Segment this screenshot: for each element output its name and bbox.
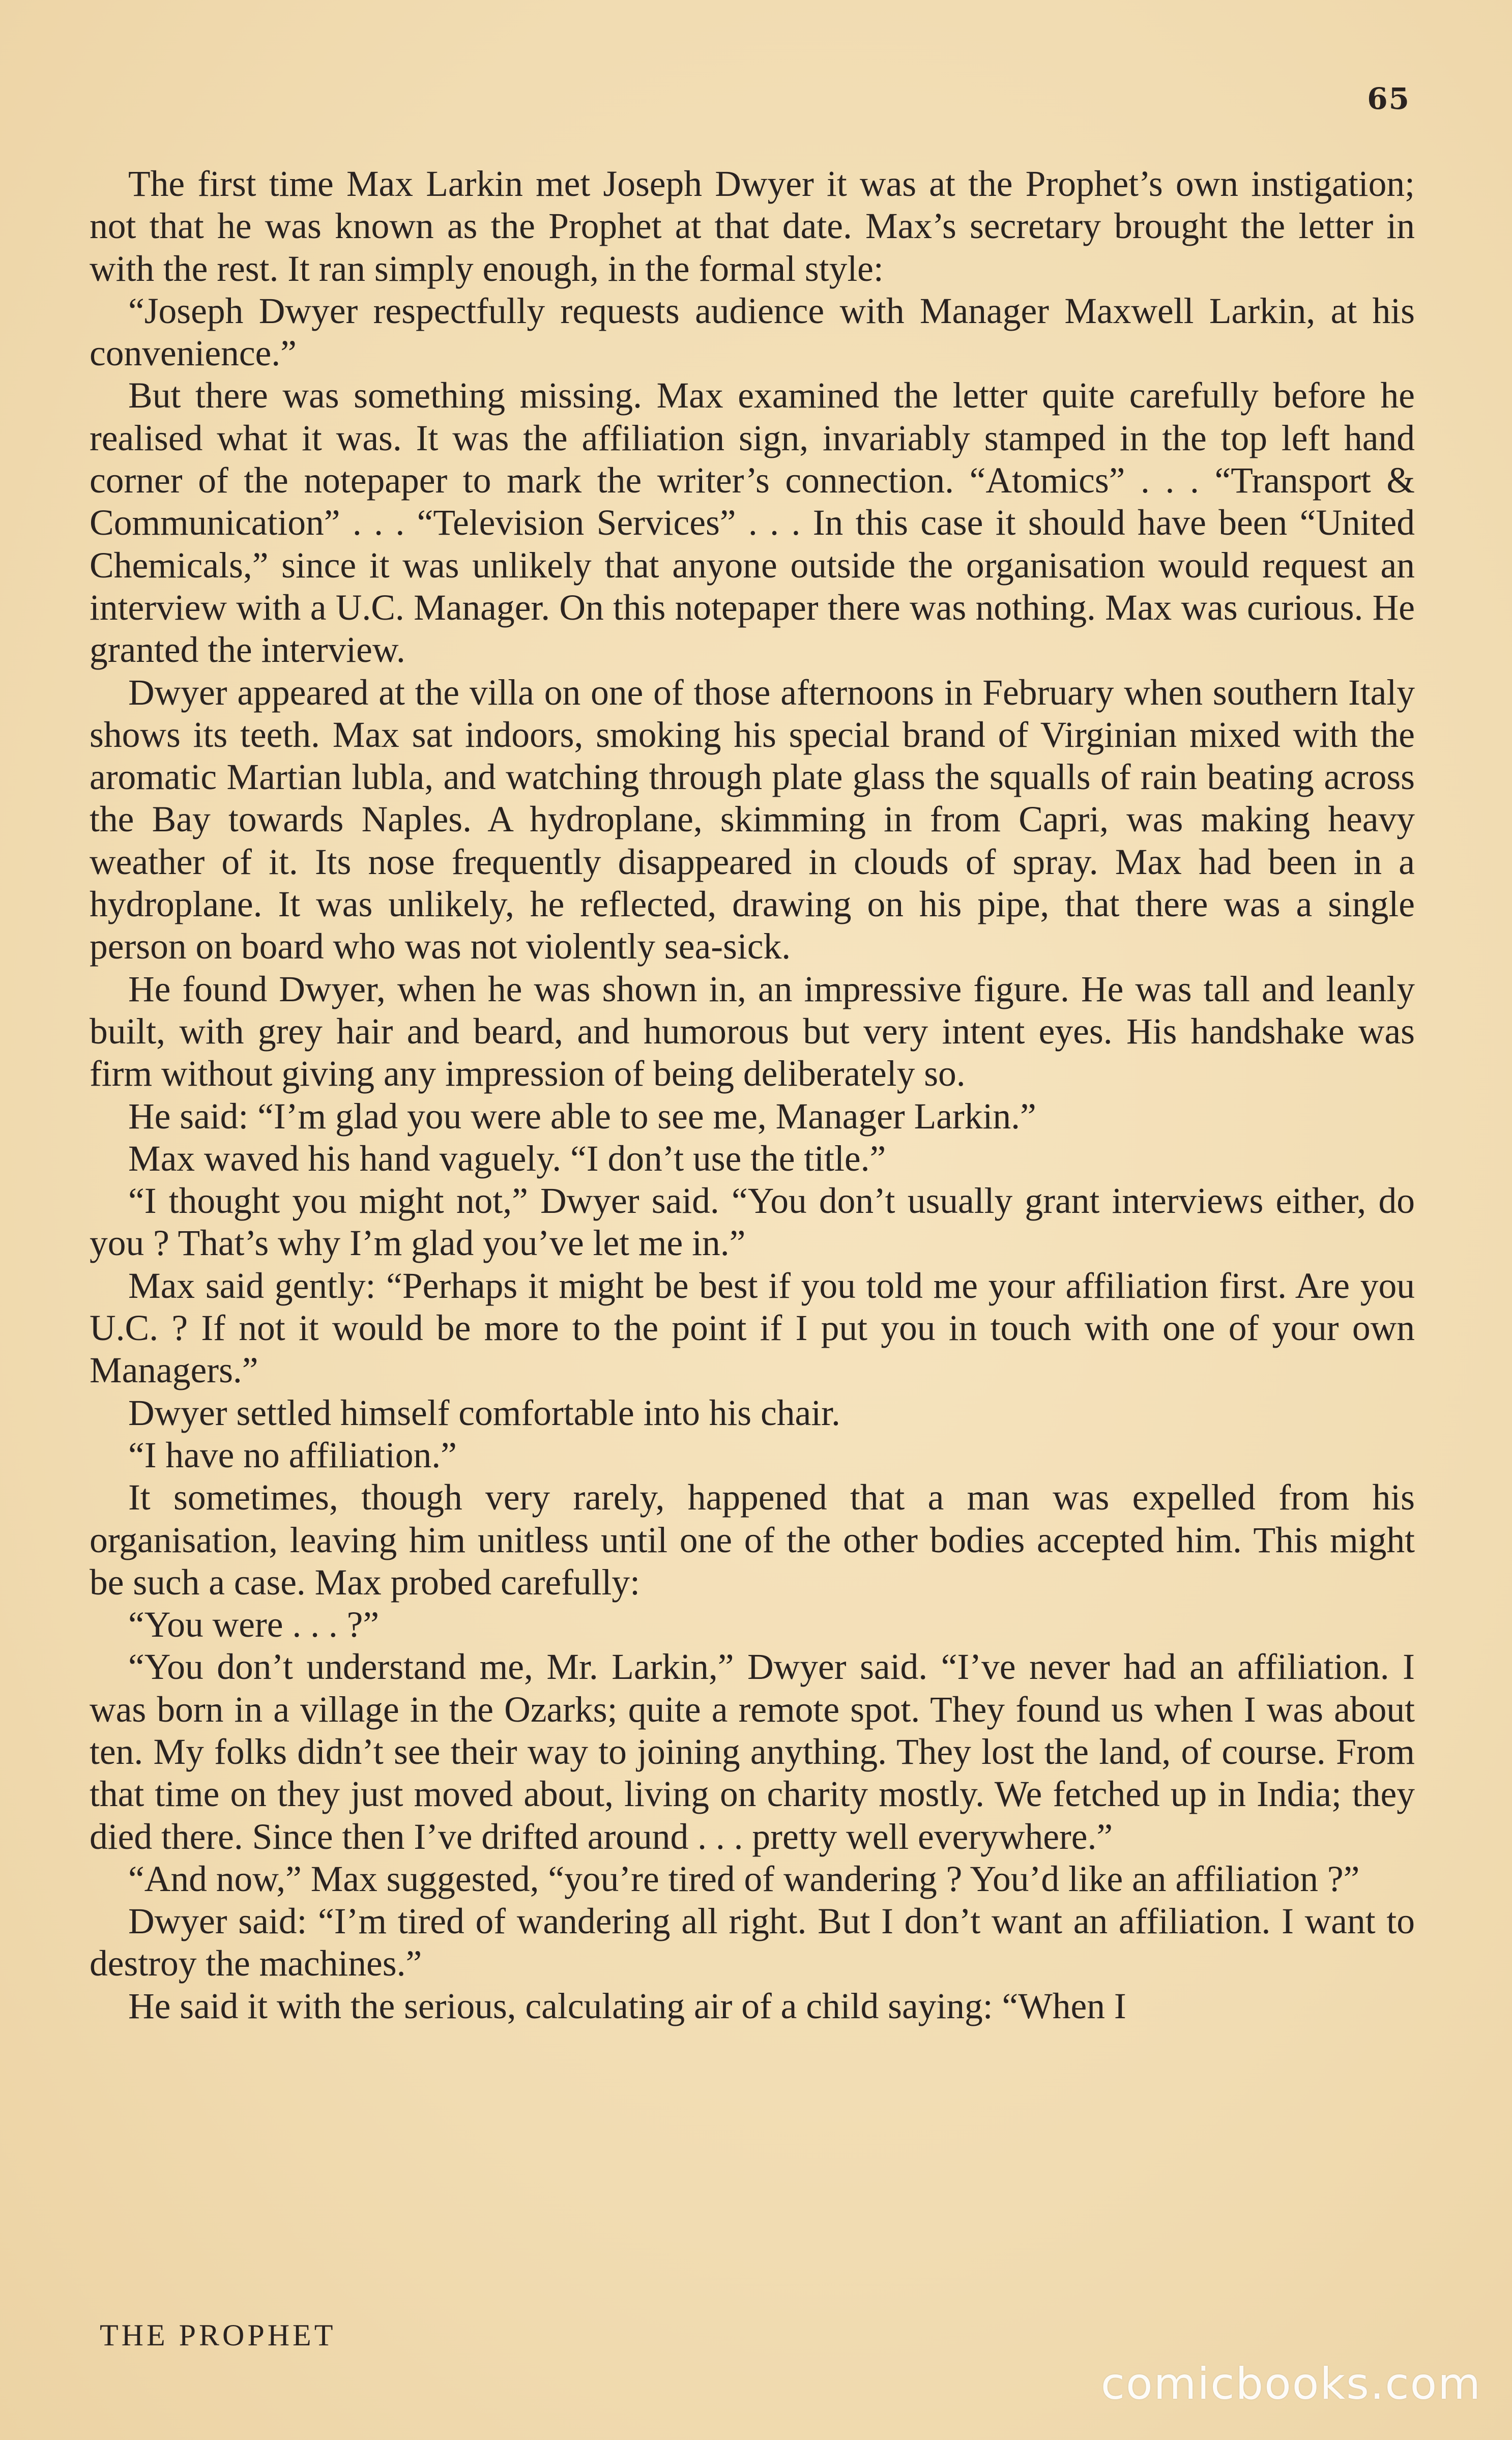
paragraph: The first time Max Larkin met Joseph Dwyer it was at the Prophet’s own instigation; not that he was known as the Prophet at that date. Max’s secretary brought the letter in with the rest. It ran simply enough, in the formal style: [90,164,1415,289]
watermark: comicbooks.com [1100,2359,1481,2409]
paragraph: Dwyer appeared at the villa on one of those afternoons in February when southern Italy shows its teeth. Max sat indoors, smoking his special brand of Virginian mixed with the aromatic Martian lubla, and watching through plate glass the squalls of rain beating across the Bay towards Naples. A hydroplane, skimming in from Capri, was making heavy weather of it. Its nose frequently disappeared in clouds of spray. Max had been in a hydroplane. It was unlikely, he reflected, drawing on his pipe, that there was a single person on board who was not violently sea-sick. [90,672,1415,967]
paragraph: “Joseph Dwyer respectfully requests audience with Manager Maxwell Larkin, at his convenience.” [90,291,1415,374]
paragraph: But there was something missing. Max examined the letter quite carefully before he realised what it was. It was the affiliation sign, invariably stamped in the top left hand corner of the notepaper to mark the writer’s connection. “Atomics” . . . “Transport & Communication” . . . “Television Services” . . . In this case it should have been “United Chemicals,” since it was unlikely that anyone outside the organisation would request an interview with a U.C. Manager. On this notepaper there was nothing. Max was curious. He granted the interview. [90,375,1415,671]
paragraph: He said it with the serious, calculating air of a child saying: “When I [128,1986,1126,2026]
paragraph: He said: “I’m glad you were able to see me, Manager Larkin.” [128,1096,1036,1137]
paragraph: Dwyer settled himself comfortable into his chair. [128,1392,840,1433]
body-text [90,163,1415,2274]
paragraph: “I thought you might not,” Dwyer said. “You don’t usually grant interviews either, do you ? That’s why I’m glad you’ve let me in.” [90,1181,1415,1264]
running-footer-title: THE PROPHET [100,2318,336,2352]
paragraph: “I have no affiliation.” [128,1435,457,1475]
paragraph: “And now,” Max suggested, “you’re tired of wandering ? You’d like an affiliation ?” [128,1858,1360,1899]
paragraph: Dwyer said: “I’m tired of wandering all right. But I don’t want an affiliation. I want to destroy the machines.” [90,1901,1415,1984]
paragraph: “You were . . . ?” [128,1605,380,1645]
page-number: 65 [1367,81,1410,116]
paragraph: He found Dwyer, when he was shown in, an impressive figure. He was tall and leanly built, with grey hair and beard, and humorous but very intent eyes. His handshake was firm without giving any impression of being deliberately so. [90,969,1415,1094]
paragraph: Max waved his hand vaguely. “I don’t use the title.” [128,1138,886,1179]
paragraph: “You don’t understand me, Mr. Larkin,” Dwyer said. “I’ve never had an affiliation. I was born in a village in the Ozarks; quite a remote spot. They found us when I was about ten. My folks didn’t see their way to joining anything. They lost the land, of course. From that time on they just moved about, living on charity mostly. We fetched up in India; they died there. Since then I’ve drifted around . . . pretty well everywhere.” [90,1647,1415,1857]
paragraph: It sometimes, though very rarely, happened that a man was expelled from his organisation, leaving him unitless until one of the other bodies accepted him. This might be such a case. Max probed carefully: [90,1477,1415,1603]
paragraph: Max said gently: “Perhaps it might be best if you told me your affiliation first. Are you U.C. ? If not it would be more to the point if I put you in touch with one of your own Managers.” [90,1265,1415,1391]
